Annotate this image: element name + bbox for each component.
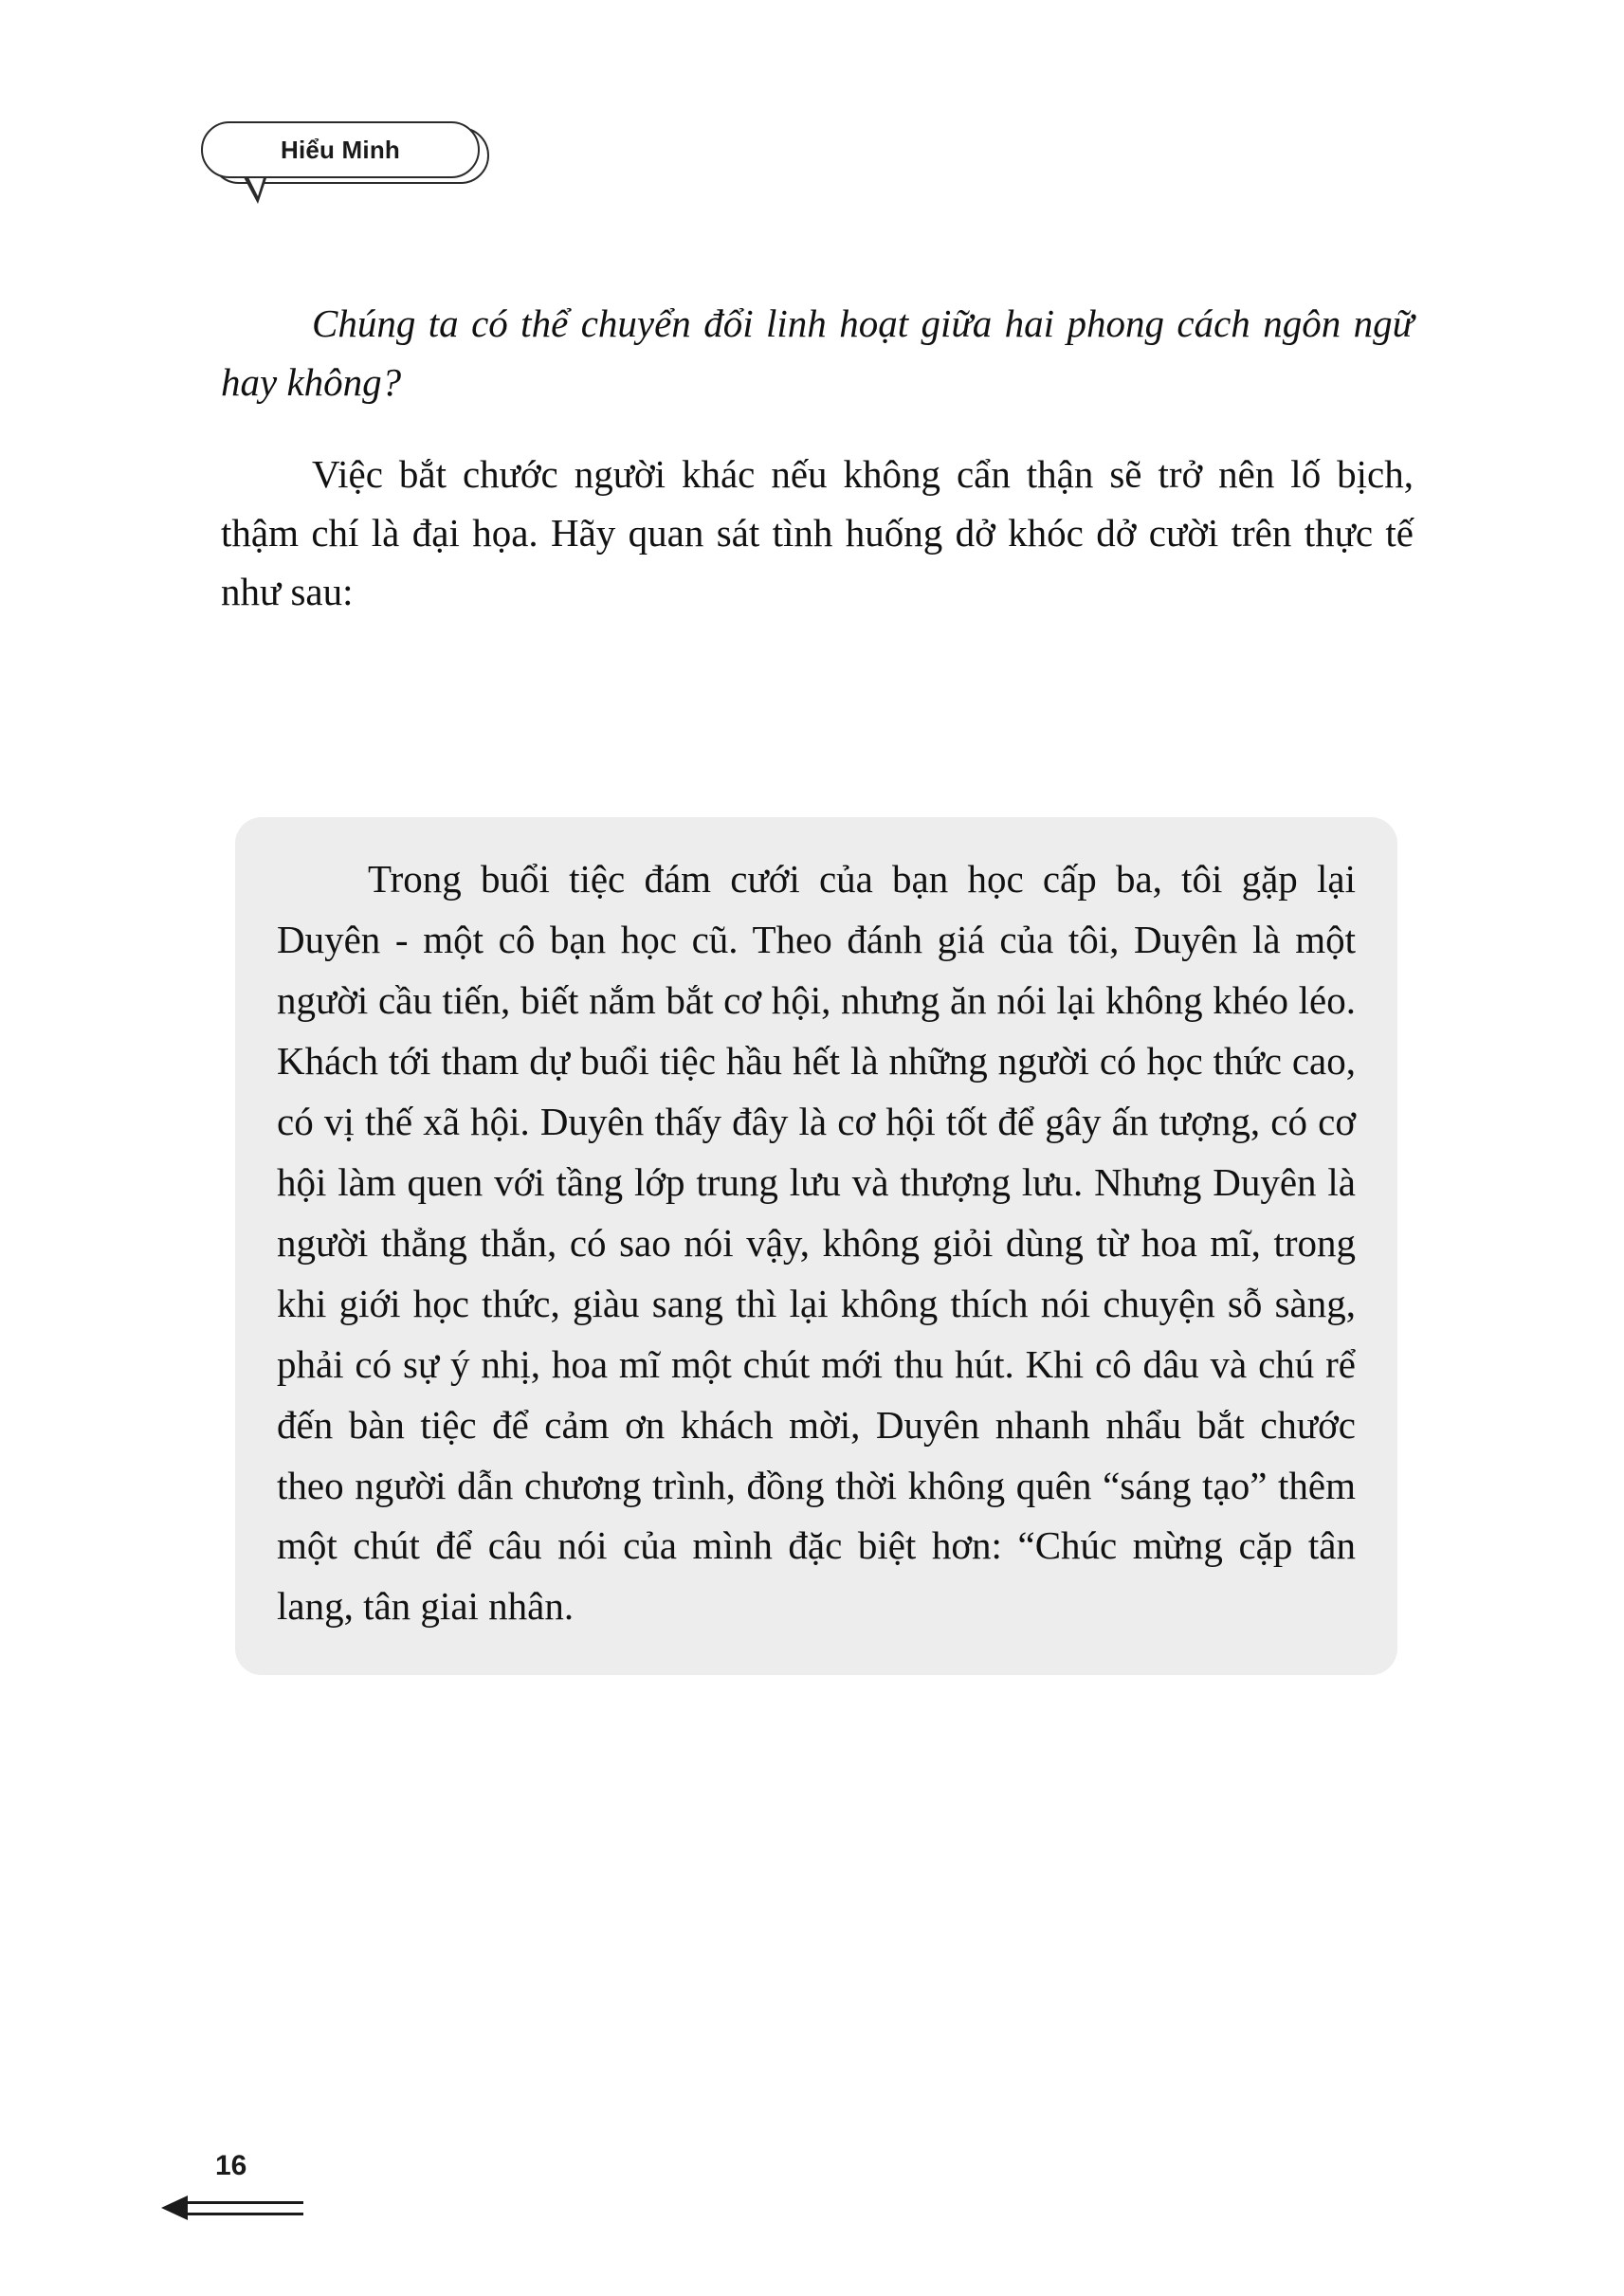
left-arrow-icon — [161, 2194, 446, 2224]
author-name: Hiểu Minh — [280, 135, 400, 164]
running-head — [201, 121, 485, 180]
story-text: Trong buổi tiệc đám cưới của bạn học cấp ba, tôi gặp lại Duyên - một cô bạn học cũ. Theo đánh giá của tôi, Duyên là một người cầu tiến, biết nắm bắt cơ hội, nhưng ăn nói lại không khéo léo. Khách tới tham dự buổi tiệc hầu hết là những người có học thức cao, có vị thế xã hội. Duyên thấy đây là cơ hội tốt để gây ấn tượng, có cơ hội làm quen với tầng lớp trung lưu và thượng lưu. Nhưng Duyên là người thẳng thắn, có sao nói vậy, không giỏi dùng từ hoa mĩ, trong khi giới học thức, giàu sang thì lại không thích nói chuyện sỗ sàng, phải có sự ý nhị, hoa mĩ một chút mới thu hút. Khi cô dâu và chú rể đến bàn tiệc để cảm ơn khách mời, Duyên nhanh nhẩu bắt chước theo người dẫn chương trình, đồng thời không quên “sáng tạo” thêm một chút để câu nói của mình đặc biệt hơn: “Chúc mừng cặp tân lang, tân giai nhân. — [277, 857, 1356, 1629]
story-callout-box — [235, 817, 1397, 1675]
paragraph-1: Việc bắt chước người khác nếu không cẩn thận sẽ trở nên lố bịch, thậm chí là đại họa. Hãy quan sát tình huống dở khóc dở cười trên thực tế như sau: — [221, 451, 1414, 614]
page-footer — [161, 2150, 446, 2235]
page-number: 16 — [215, 2150, 247, 2181]
arrow-line-top — [186, 2201, 303, 2204]
arrow-line-bottom — [186, 2213, 303, 2215]
pull-question: Chúng ta có thể chuyển đổi linh hoạt giữa hai phong cách ngôn ngữ hay không? — [221, 301, 1414, 405]
arrow-head — [161, 2196, 188, 2220]
speech-bubble-tail-icon — [243, 175, 275, 208]
speech-bubble-icon — [201, 121, 480, 178]
body-content — [221, 294, 1414, 622]
